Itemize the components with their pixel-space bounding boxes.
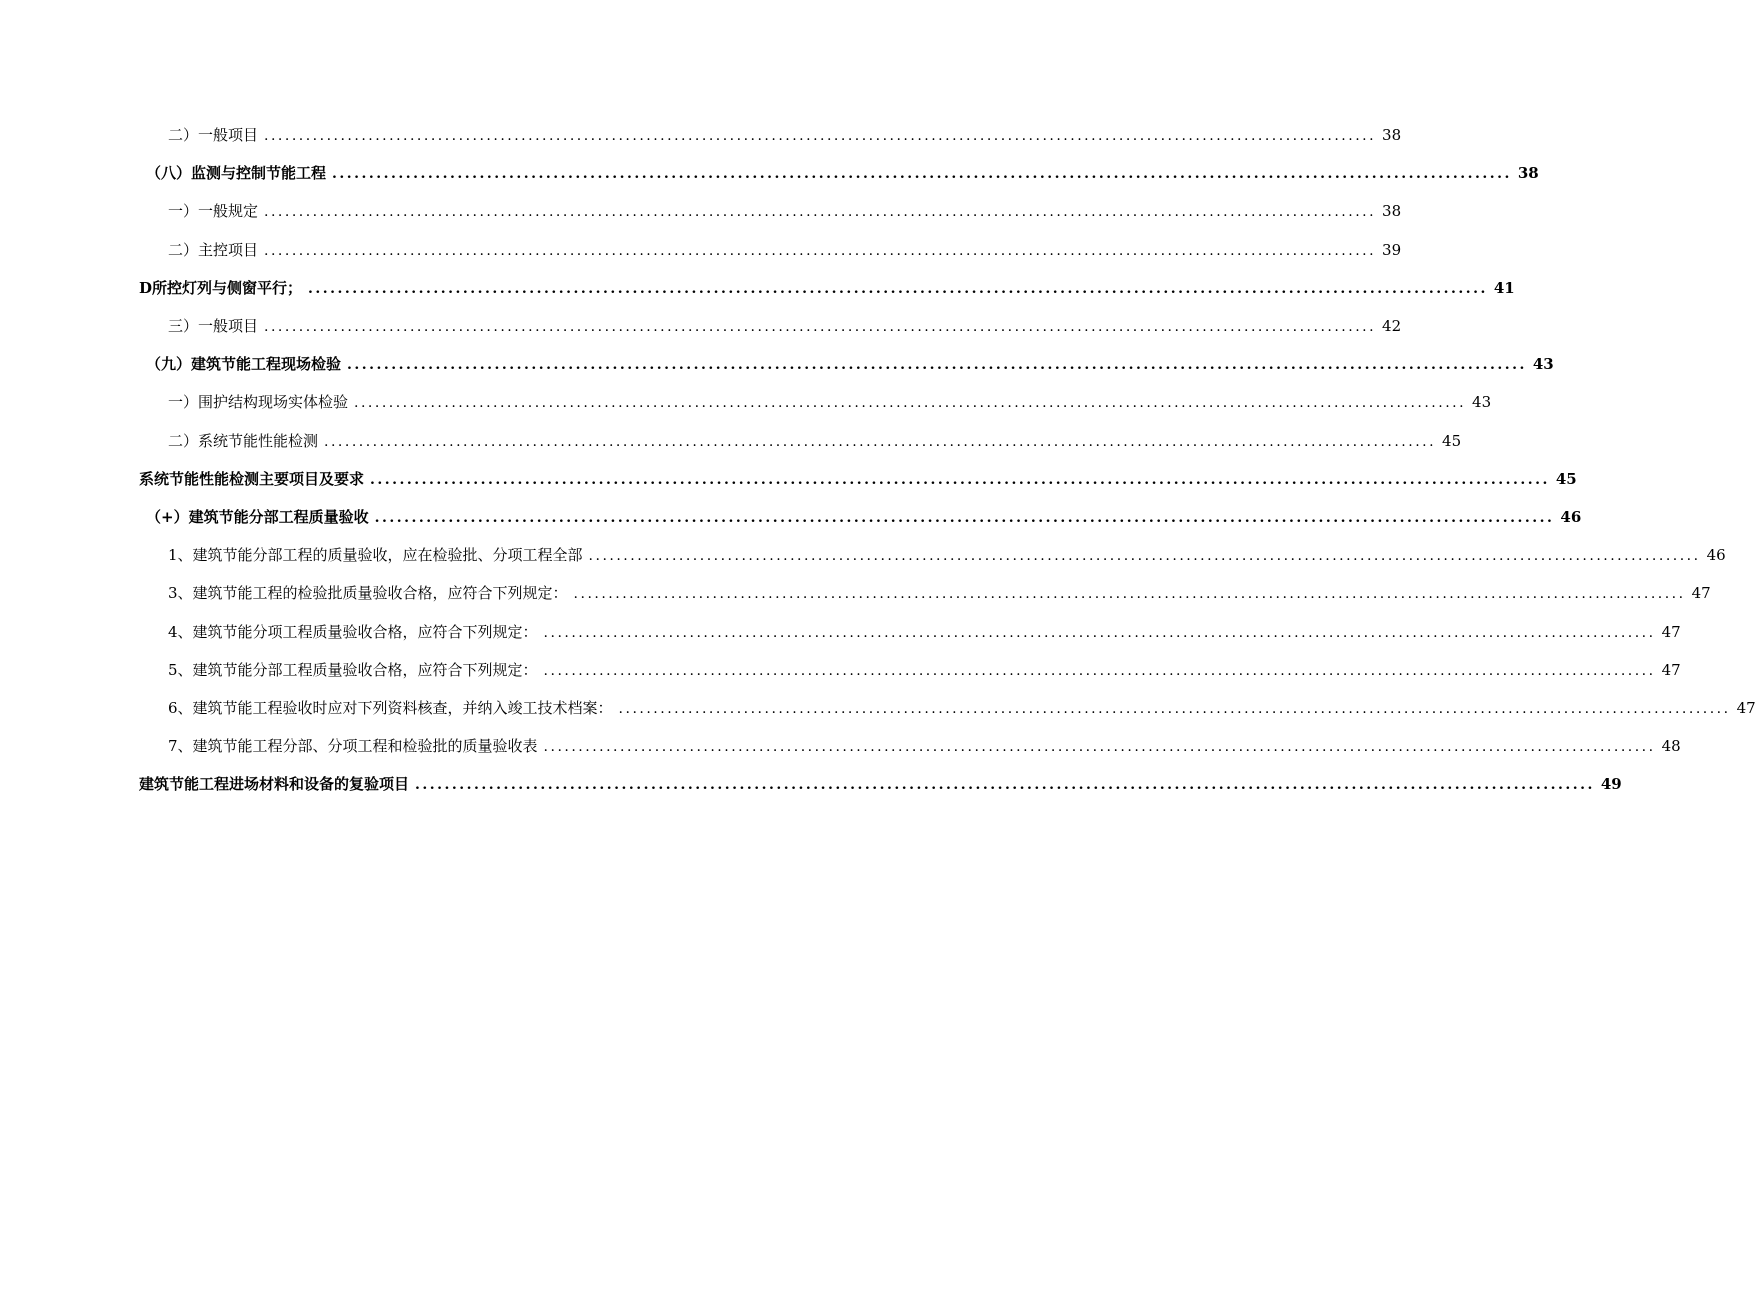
toc-entry-page: 42 — [1382, 317, 1402, 335]
toc-entry-title: 4、建筑节能分项工程质量验收合格，应符合下列规定： — [168, 622, 538, 641]
toc-entry-page: 43 — [1532, 355, 1554, 374]
toc-entry-page: 45 — [1442, 431, 1462, 450]
toc-leader-dots: ................................................................................................................................................................ — [374, 510, 1555, 526]
toc-entry-title: 3、建筑节能工程的检验批质量验收合格，应符合下列规定： — [168, 584, 568, 603]
toc-entry-page: 41 — [1493, 278, 1515, 297]
toc-entry[interactable] — [0, 544, 1726, 568]
toc-entry-title: 一）围护结构现场实体检验 — [168, 393, 349, 412]
toc-entry-page: 47 — [1661, 622, 1681, 641]
toc-entry-page: 47 — [1736, 699, 1756, 717]
toc-entry[interactable] — [0, 659, 1681, 683]
toc-leader-dots: ................................................................................................................................................................ — [370, 471, 1550, 488]
toc-entry-title: （九）建筑节能工程现场检验 — [146, 355, 342, 374]
toc-entry[interactable] — [0, 315, 1402, 339]
toc-leader-dots: ................................................................................................................................................................ — [543, 739, 1656, 756]
toc-entry-page: 49 — [1600, 775, 1622, 794]
toc-entry[interactable] — [0, 124, 1402, 148]
toc-entry-page: 38 — [1382, 126, 1402, 144]
toc-entry-page: 47 — [1691, 584, 1711, 603]
toc-leader-dots: ................................................................................................................................................................ — [264, 242, 1377, 259]
toc-entry-title: 7、建筑节能工程分部、分项工程和检验批的质量验收表 — [168, 737, 538, 756]
toc-entry-title: （八）监测与控制节能工程 — [146, 164, 327, 183]
toc-entry-title: 三）一般项目 — [168, 317, 259, 335]
toc-leader-dots: ................................................................................................................................................................ — [618, 701, 1731, 717]
toc-leader-dots: ................................................................................................................................................................ — [324, 433, 1437, 450]
toc-entry-page: 45 — [1555, 469, 1577, 488]
toc-entry-page: 46 — [1706, 546, 1726, 565]
toc-entry[interactable] — [0, 430, 1462, 454]
toc-leader-dots: ................................................................................................................................................................ — [347, 357, 1527, 374]
toc-leader-dots: ................................................................................................................................................................ — [543, 662, 1656, 679]
toc-entry-title: 系统节能性能检测主要项目及要求 — [139, 469, 365, 488]
toc-entry[interactable] — [0, 200, 1402, 224]
toc-entry-page: 43 — [1472, 393, 1492, 412]
toc-entry-title: 一）一般规定 — [168, 202, 259, 221]
toc-entry-page: 46 — [1560, 508, 1582, 526]
toc-leader-dots: ................................................................................................................................................................ — [264, 204, 1377, 221]
toc-leader-dots: ................................................................................................................................................................ — [543, 624, 1656, 641]
toc-entry-title: 二）主控项目 — [168, 240, 259, 259]
toc-entry-page: 39 — [1382, 240, 1402, 259]
toc-entry-title: 建筑节能工程进场材料和设备的复验项目 — [139, 775, 410, 794]
toc-entry-page: 48 — [1661, 737, 1681, 756]
toc-entry-title: D所控灯列与侧窗平行； — [139, 278, 303, 297]
toc-entry-title: 二）系统节能性能检测 — [168, 431, 319, 450]
toc-leader-dots: ................................................................................................................................................................ — [573, 586, 1686, 603]
toc-entry[interactable] — [0, 621, 1681, 645]
toc-entry-page: 38 — [1382, 202, 1402, 221]
toc-leader-dots: ................................................................................................................................................................ — [264, 319, 1377, 335]
toc-entry[interactable] — [0, 506, 1582, 530]
toc-entry[interactable] — [0, 277, 1515, 301]
toc-entry[interactable] — [0, 735, 1681, 759]
toc-leader-dots: ................................................................................................................................................................ — [588, 548, 1701, 565]
toc-leader-dots: ................................................................................................................................................................ — [354, 395, 1467, 412]
toc-entry[interactable] — [0, 353, 1554, 377]
toc-entry-title: 1、建筑节能分部工程的质量验收，应在检验批、分项工程全部 — [168, 546, 583, 565]
toc-entry-page: 47 — [1661, 660, 1681, 679]
toc-entry[interactable] — [0, 162, 1539, 186]
toc-entry-page: 38 — [1517, 164, 1539, 183]
toc-leader-dots: ................................................................................................................................................................ — [308, 280, 1488, 297]
toc-leader-dots: ................................................................................................................................................................ — [264, 128, 1377, 144]
toc-leader-dots: ................................................................................................................................................................ — [415, 777, 1595, 794]
toc-entry[interactable] — [0, 391, 1492, 415]
toc-entry[interactable] — [0, 239, 1402, 263]
toc-entry-title: 二）一般项目 — [168, 126, 259, 144]
toc-entry-title: 6、建筑节能工程验收时应对下列资料核查，并纳入竣工技术档案： — [168, 699, 613, 717]
toc-entry-title: （+）建筑节能分部工程质量验收 — [146, 508, 369, 526]
toc-leader-dots: ................................................................................................................................................................ — [332, 166, 1512, 183]
toc-entry[interactable] — [0, 773, 1622, 797]
toc-entry[interactable] — [0, 468, 1577, 492]
toc-entry-title: 5、建筑节能分部工程质量验收合格，应符合下列规定： — [168, 660, 538, 679]
toc-entry[interactable] — [0, 697, 1756, 721]
toc-entry[interactable] — [0, 582, 1711, 606]
